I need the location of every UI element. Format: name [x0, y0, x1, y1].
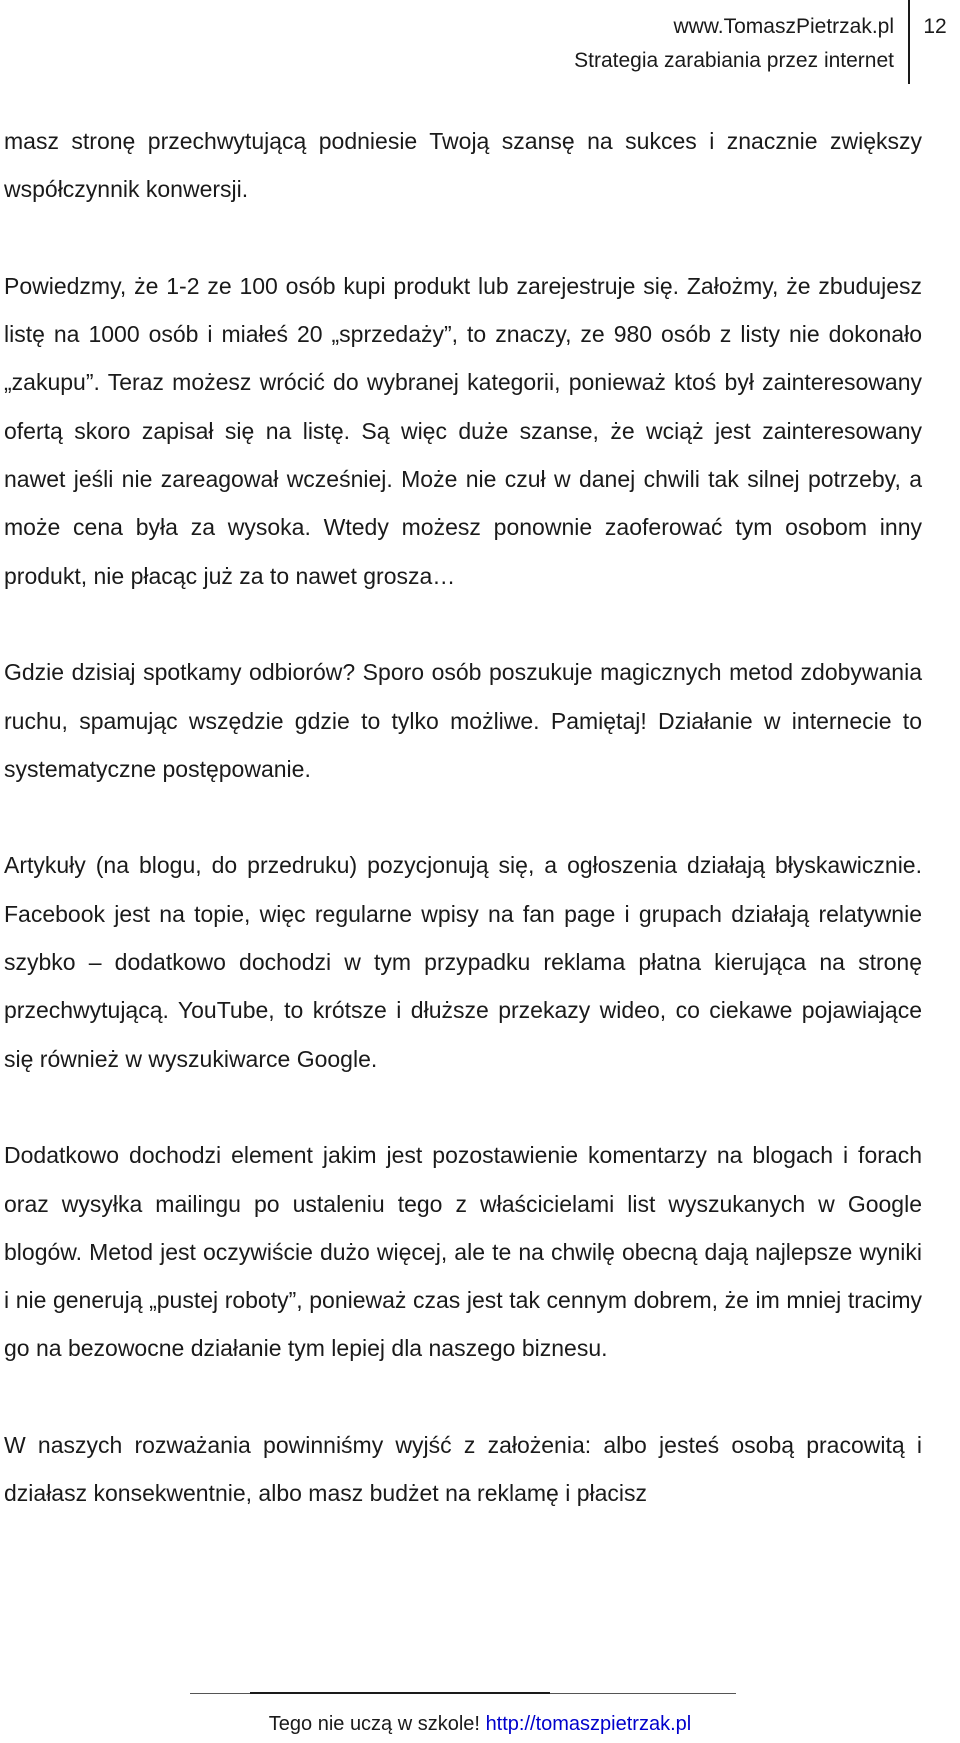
page-number: 12 [923, 15, 947, 38]
footer-rule-accent [250, 1692, 550, 1694]
paragraph: Gdzie dzisiaj spotkamy odbiorów? Sporo osób poszukuje magicznych metod zdobywania ruchu, spamując wszędzie gdzie to tylko możliwe. Pamiętaj! Działanie w internecie to systematyczne postępowanie. [4, 659, 922, 782]
header-subtitle: Strategia zarabiania przez internet [574, 49, 894, 72]
page-footer [0, 1711, 960, 1737]
paragraph: masz stronę przechwytującą podniesie Twoją szansę na sukces i znacznie zwiększy współczynnik konwersji. [4, 128, 922, 203]
paragraph: W naszych rozważania powinniśmy wyjść z założenia: albo jesteś osobą pracowitą i działasz konsekwentnie, albo masz budżet na reklamę i płacisz [4, 1432, 922, 1507]
header-site-name: www.TomaszPietrzak.pl [673, 15, 894, 38]
paragraph: Dodatkowo dochodzi element jakim jest pozostawienie komentarzy na blogach i forach oraz wysyłka mailingu po ustaleniu tego z właścicielami list wyszukanych w Google blogów. Metod jest oczywiście dużo więcej, ale te na chwilę obecną dają najlepsze wyniki i nie generują „pustej roboty”, ponieważ czas jest tak cennym dobrem, że im mniej tracimy go na bezowocne działanie tym lepiej dla naszego biznesu. [4, 1142, 922, 1362]
footer-link[interactable]: http://tomaszpietrzak.pl [485, 1713, 692, 1735]
document-body [4, 117, 922, 1518]
paragraph: Artykuły (na blogu, do przedruku) pozycjonują się, a ogłoszenia działają błyskawicznie. Facebook jest na topie, więc regularne wpisy na fan page i grupach działają relatywnie szybko – dodatkowo dochodzi w tym przypadku reklama płatna kierująca na stronę przechwytującą. YouTube, to krótsze i dłuższe przekazy wideo, co ciekawe pojawiające się również w wyszukiwarce Google. [4, 852, 922, 1072]
paragraph: Powiedzmy, że 1-2 ze 100 osób kupi produkt lub zarejestruje się. Założmy, że zbudujesz listę na 1000 osób i miałeś 20 „sprzedaży”, to znaczy, ze 980 osób z listy nie dokonało „zakupu”. Teraz możesz wrócić do wybranej kategorii, ponieważ ktoś był zainteresowany ofertą skoro zapisał się na listę. Są więc duże szanse, że wciąż jest zainteresowany nawet jeśli nie zareagował wcześniej. Może nie czuł w danej chwili tak silnej potrzeby, a może cena była za wysoka. Wtedy możesz ponownie zaoferować tym osobom inny produkt, nie płacąc już za to nawet grosza… [4, 272, 922, 589]
footer-text: Tego nie uczą w szkole! [268, 1713, 480, 1735]
header-text [574, 0, 908, 84]
page-header [574, 0, 960, 84]
